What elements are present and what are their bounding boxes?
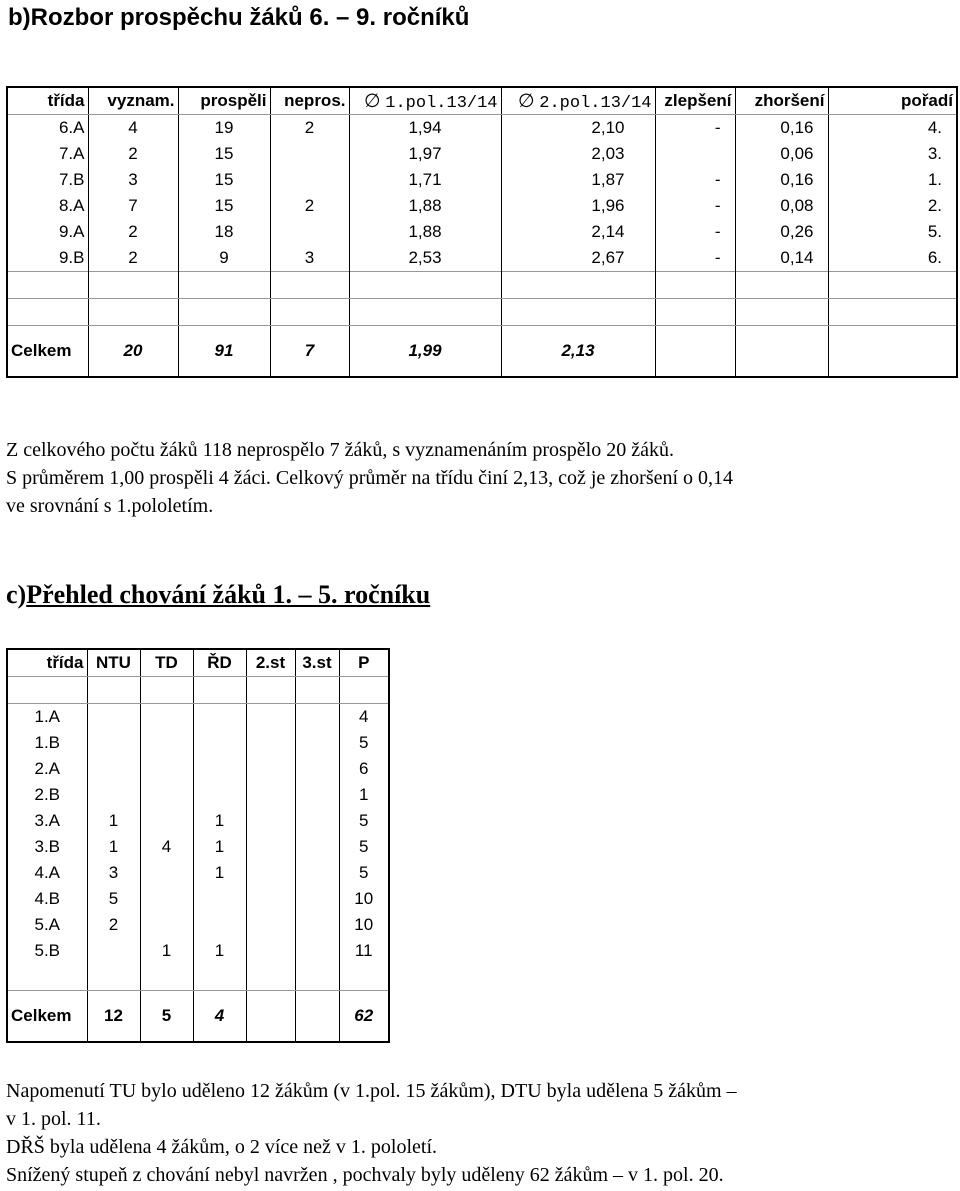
table-row: 2.B 1 (7, 782, 389, 808)
table-row: 3.B 1 4 1 5 (7, 834, 389, 860)
empty-row (7, 677, 389, 704)
empty-row (7, 299, 957, 326)
table-header-row (7, 87, 957, 115)
table-row: 1.B 5 (7, 730, 389, 756)
table-row: 5.B 1 1 11 (7, 938, 389, 964)
table-row: 4.A 3 1 5 (7, 860, 389, 886)
grades-summary: Z celkového počtu žáků 118 neprospělo 7 žáků, s vyznamenáním prospělo 20 žáků. S průměrem 1,00 prospěli 4 žáci. Celkový průměr na třídu činí 2,13, což je zhoršení o 0,14 ve srovnání s 1.pololetím. (6, 439, 734, 517)
table-header-row: třída NTU TD ŘD 2.st 3.st P (7, 649, 389, 677)
total-row: Celkem 12 5 4 62 (7, 991, 389, 1043)
table-row: 5.A 2 10 (7, 912, 389, 938)
table-row: 7.A 2 15 1,97 2,03 0,06 3. (7, 141, 957, 167)
section-heading-b: b)Rozbor prospěchu žáků 6. – 9. ročníků (8, 4, 470, 31)
table-row: 9.B 2 9 3 2,53 2,67 - 0,14 6. (7, 245, 957, 272)
grades-table (6, 86, 958, 378)
table-row: 3.A 1 1 5 (7, 808, 389, 834)
col-header-poradi: pořadí (828, 87, 957, 115)
col-header-trida: třída (7, 87, 88, 115)
empty-row (7, 964, 389, 991)
table-row: 2.A 6 (7, 756, 389, 782)
table-row: 9.A 2 18 1,88 2,14 - 0,26 5. (7, 219, 957, 245)
total-label: Celkem (7, 991, 87, 1043)
col-header-zlepseni: zlepšení (655, 87, 735, 115)
section-heading-c: c)Přehled chování žáků 1. – 5. ročníku (6, 580, 431, 609)
table-row: 4.B 5 10 (7, 886, 389, 912)
behavior-table (6, 648, 390, 1043)
table-row: 8.A 7 15 2 1,88 1,96 - 0,08 2. (7, 193, 957, 219)
average-symbol-icon: ∅ (517, 89, 535, 112)
col-header-nepros: nepros. (270, 87, 349, 115)
col-header-pol2: ∅ 2.pol.13/14 (501, 87, 655, 115)
empty-row (7, 272, 957, 299)
table-row: 7.B 3 15 1,71 1,87 - 0,16 1. (7, 167, 957, 193)
col-header-prospeli: prospěli (178, 87, 270, 115)
table-row: 1.A 4 (7, 704, 389, 731)
total-row: Celkem 20 91 7 1,99 2,13 (7, 326, 957, 378)
col-header-pol1: ∅ 1.pol.13/14 (349, 87, 501, 115)
col-header-zhorseni: zhoršení (735, 87, 828, 115)
average-symbol-icon: ∅ (363, 89, 381, 112)
col-header-vyznam: vyznam. (88, 87, 178, 115)
table-row: 6.A 4 19 2 1,94 2,10 - 0,16 4. (7, 115, 957, 142)
behavior-summary: Napomenutí TU bylo uděleno 12 žákům (v 1.pol. 15 žákům), DTU byla udělena 5 žákům – v 1. pol. 11. DŘŠ byla udělena 4 žákům, o 2 více než v 1. pololetí. Snížený stupeň z chování nebyl navržen , pochvaly byly uděleny 62 žákům – v 1. pol. 20. (6, 1080, 737, 1186)
total-label: Celkem (7, 326, 88, 378)
